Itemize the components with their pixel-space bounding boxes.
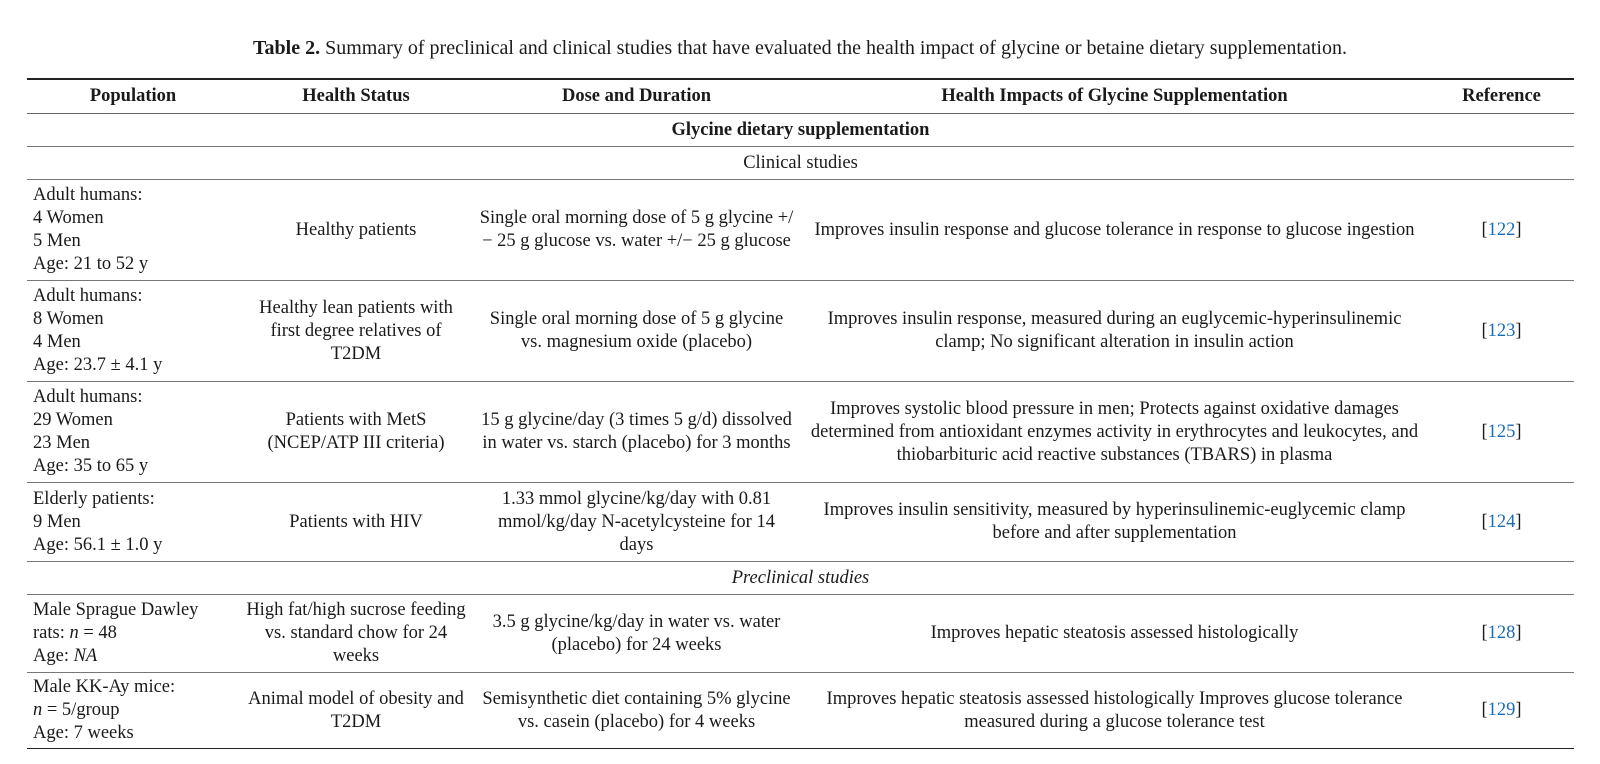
header-health-impacts: Health Impacts of Glycine Supplementation [800, 79, 1429, 114]
cell-impacts: Improves insulin sensitivity, measured by hyperinsulinemic-euglycemic clamp before and after supplementation [800, 483, 1429, 562]
cell-health-status: Healthy patients [239, 180, 473, 281]
cell-dose: Single oral morning dose of 5 g glycine vs. magnesium oxide (placebo) [473, 281, 800, 382]
table-row [27, 673, 1574, 749]
cell-dose: Semisynthetic diet containing 5% glycine vs. casein (placebo) for 4 weeks [473, 673, 800, 749]
caption-text: Summary of preclinical and clinical studies that have evaluated the health impact of glycine or betaine dietary supplementation. [320, 37, 1347, 59]
cell-impacts: Improves hepatic steatosis assessed histologically Improves glucose tolerance measured during a glucose tolerance test [800, 673, 1429, 749]
cell-health-status: Animal model of obesity and T2DM [239, 673, 473, 749]
cell-reference: [122] [1429, 180, 1574, 281]
cell-reference: [129] [1429, 673, 1574, 749]
population-line: 9 Men [33, 511, 81, 532]
population-line [33, 645, 233, 668]
population-line: Male Sprague Dawley [33, 600, 199, 620]
population-line: 8 Women [33, 309, 104, 329]
cell-reference: [124] [1429, 483, 1574, 562]
cell-impacts: Improves insulin response and glucose tolerance in response to glucose ingestion [800, 180, 1429, 281]
cell-population [27, 281, 239, 382]
population-line: Age: 35 to 65 y [33, 456, 149, 476]
reference-link[interactable]: 122 [1487, 219, 1516, 240]
cell-population [27, 673, 239, 749]
cell-health-status: Patients with HIV [239, 483, 473, 562]
section-title-glycine: Glycine dietary supplementation [27, 114, 1574, 147]
section-row-clinical [27, 147, 1574, 180]
population-line: 23 Men [33, 433, 91, 453]
table-caption [0, 36, 1600, 60]
cell-health-status: Healthy lean patients with first degree relatives of T2DM [239, 281, 473, 382]
population-variable: n [33, 700, 43, 720]
table-row [27, 382, 1574, 483]
header-reference: Reference [1429, 79, 1574, 114]
cell-health-status: Patients with MetS (NCEP/ATP III criteria) [239, 382, 473, 483]
cell-reference: [123] [1429, 281, 1574, 382]
population-text: = 5/group [42, 700, 120, 720]
population-text: rats: [33, 623, 70, 643]
reference-link[interactable]: 128 [1487, 623, 1516, 643]
cell-dose: 15 g glycine/day (3 times 5 g/d) dissolved in water vs. starch (placebo) for 3 months [473, 382, 800, 483]
population-line: Age: 21 to 52 y [33, 254, 149, 274]
population-line: Elderly patients: [33, 488, 155, 509]
reference-link[interactable]: 123 [1487, 320, 1516, 341]
cell-reference: [125] [1429, 382, 1574, 483]
header-dose-duration: Dose and Duration [473, 79, 800, 114]
cell-population [27, 483, 239, 562]
cell-dose: 3.5 g glycine/kg/day in water vs. water (placebo) for 24 weeks [473, 595, 800, 673]
population-text: Age: [33, 646, 74, 666]
cell-dose: 1.33 mmol glycine/kg/day with 0.81 mmol/kg/day N-acetylcysteine for 14 days [473, 483, 800, 562]
population-line [33, 622, 233, 645]
population-line: 29 Women [33, 410, 113, 430]
section-row-preclinical [27, 562, 1574, 595]
population-line: Adult humans: [33, 185, 143, 205]
population-value: NA [73, 646, 98, 666]
cell-impacts: Improves hepatic steatosis assessed histologically [800, 595, 1429, 673]
population-text: Age: 7 weeks [33, 723, 134, 743]
table-row [27, 595, 1574, 673]
reference-link[interactable]: 125 [1487, 421, 1516, 442]
cell-impacts: Improves systolic blood pressure in men; Protects against oxidative damages determined from antioxidant enzymes activity in erythrocytes and leukocytes, and thiobarbituric acid reactive substances (TBARS) in plasma [800, 382, 1429, 483]
population-line: Age: 56.1 ± 1.0 y [33, 534, 163, 555]
cell-population [27, 595, 239, 673]
reference-link[interactable]: 124 [1487, 511, 1516, 532]
population-line: 4 Women [33, 208, 104, 228]
population-line [33, 722, 233, 745]
population-variable: n [69, 623, 79, 643]
header-population: Population [27, 79, 239, 114]
table-row [27, 483, 1574, 562]
caption-label: Table 2. [253, 37, 321, 59]
section-title-preclinical: Preclinical studies [27, 562, 1574, 595]
population-line: 4 Men [33, 332, 81, 352]
cell-health-status: High fat/high sucrose feeding vs. standard chow for 24 weeks [239, 595, 473, 673]
table-row [27, 281, 1574, 382]
header-row [27, 79, 1574, 114]
population-text: = 48 [78, 623, 117, 643]
section-title-clinical: Clinical studies [27, 147, 1574, 180]
cell-reference: [128] [1429, 595, 1574, 673]
header-health-status: Health Status [239, 79, 473, 114]
population-line: Adult humans: [33, 286, 143, 306]
population-line: 5 Men [33, 231, 81, 251]
studies-table [27, 78, 1574, 749]
cell-impacts: Improves insulin response, measured during an euglycemic-hyperinsulinemic clamp; No significant alteration in insulin action [800, 281, 1429, 382]
section-row-glycine [27, 114, 1574, 147]
population-line [33, 699, 233, 722]
cell-dose: Single oral morning dose of 5 g glycine +/− 25 g glucose vs. water +/− 25 g glucose [473, 180, 800, 281]
population-line: Male KK-Ay mice: [33, 677, 176, 697]
population-line: Adult humans: [33, 387, 143, 407]
table-row [27, 180, 1574, 281]
cell-population [27, 180, 239, 281]
population-line: Age: 23.7 ± 4.1 y [33, 355, 163, 375]
reference-link[interactable]: 129 [1487, 700, 1516, 720]
cell-population [27, 382, 239, 483]
